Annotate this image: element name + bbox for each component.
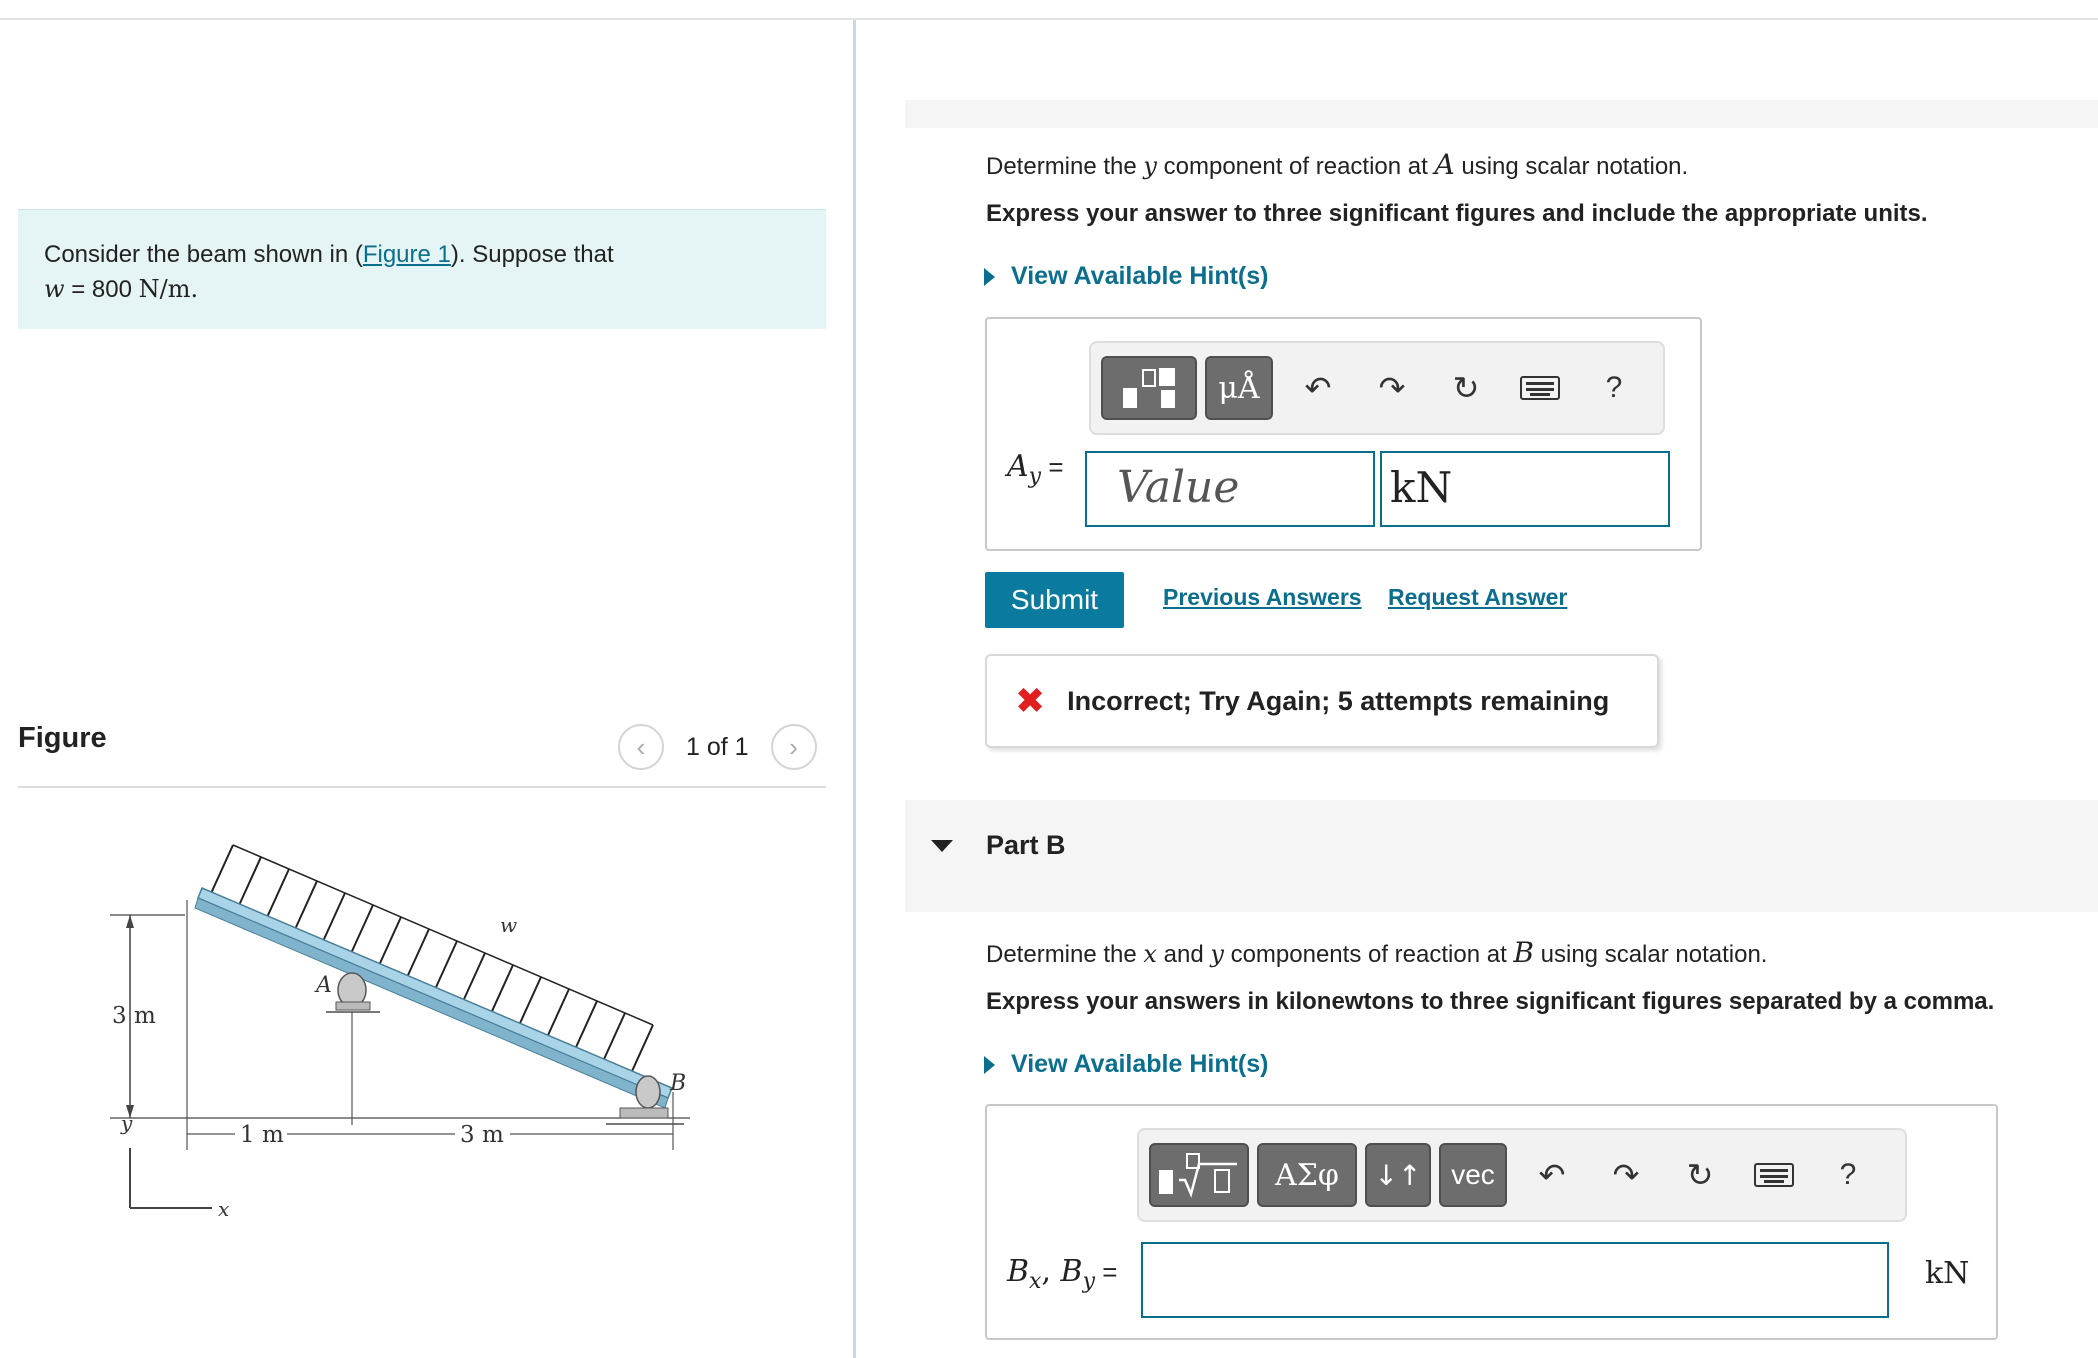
feedback-message [985,654,1659,748]
qa-text-2: component of reaction at [1156,153,1435,180]
undo-icon[interactable]: ↶ [1304,370,1332,406]
greek-button[interactable]: ΑΣφ [1257,1143,1357,1207]
caret-right-icon [984,268,995,286]
answer-sub-x: x [1029,1269,1042,1294]
support-b [636,1076,660,1108]
part-b-title: Part B [986,829,1066,860]
answer-var-a: A [1007,449,1029,484]
dim1-label: 1 m [240,1122,284,1148]
qa-var-y: y [1143,152,1157,180]
support-b-base [620,1108,668,1118]
load-label: w [500,913,518,937]
templates-radical-button[interactable] [1149,1143,1249,1207]
height-label: 3 m [112,1003,156,1029]
templates-icon [1121,366,1177,410]
figure-link[interactable]: Figure 1 [362,241,451,268]
qb-text-3: components of reaction at [1223,941,1514,968]
part-a-answer-box [985,317,1702,551]
redo-icon[interactable]: ↷ [1612,1157,1640,1193]
reset-icon[interactable]: ↻ [1686,1157,1714,1193]
part-a-hint-text: View Available Hint(s) [1011,262,1269,290]
part-b-unit-label: kN [1925,1256,1970,1291]
part-a-instruction: Express your answer to three significant figures and include the appropriate units. [986,200,1928,227]
top-divider [0,18,2098,20]
templates-button[interactable] [1101,356,1197,420]
dim2-label: 3 m [460,1122,504,1148]
caret-right-icon [984,1056,995,1074]
answer-equals: = [1041,452,1064,482]
figure-page-indicator: 1 of 1 [686,732,749,761]
w-unit: N/m. [138,275,199,303]
figure-divider [18,786,826,788]
help-icon[interactable]: ? [1605,371,1623,404]
qb-var-b: B [1513,936,1534,969]
axis-x-label: x [218,1197,230,1221]
part-a-question [986,148,1688,181]
part-b-hint-text: View Available Hint(s) [1011,1050,1269,1078]
radical-template-icon [1157,1152,1241,1198]
submit-button[interactable]: Submit [985,572,1124,628]
beam-figure [100,830,740,1310]
w-equals: = 800 [64,276,139,303]
dim-arrow-up [126,915,134,928]
problem-statement [18,209,826,329]
value-placeholder: Value [1117,462,1240,513]
answer-var-b1: B [1007,1254,1030,1289]
answer-equals: = [1095,1257,1118,1287]
part-a-answer-label [1007,449,1064,489]
label-a: A [316,973,332,998]
answer-comma: , [1041,1254,1061,1289]
part-b-toolbar [1137,1128,1907,1222]
part-a-toolbar [1089,341,1665,435]
part-b-header[interactable] [905,800,2098,912]
part-b-answer-box [985,1104,1998,1340]
arrows-button[interactable]: ↓↑ [1365,1143,1431,1207]
chevron-right-icon: › [789,731,798,762]
qa-var-a: A [1434,148,1455,181]
qb-var-y: y [1210,940,1224,968]
qb-text-4: using scalar notation. [1533,941,1768,968]
label-b: B [670,1071,687,1096]
keyboard-icon[interactable] [1513,361,1567,415]
part-a-header-band [905,100,2098,128]
figure-pager [618,723,817,771]
qa-text-1: Determine the [986,153,1144,180]
help-icon[interactable]: ? [1839,1158,1857,1191]
axis-y-label: y [121,1111,133,1135]
part-b-answer-label [1007,1254,1117,1294]
prev-figure-button[interactable] [618,724,664,770]
qa-text-3: using scalar notation. [1454,153,1689,180]
qb-text-1: Determine the [986,941,1144,968]
reset-icon[interactable]: ↻ [1452,370,1480,406]
vec-button[interactable]: vec [1439,1143,1507,1207]
part-b-question [986,936,1767,969]
undo-icon[interactable]: ↶ [1538,1157,1566,1193]
support-a-base [336,1002,370,1010]
load-arrows [208,845,653,1080]
w-symbol: w [44,275,65,303]
qb-text-2: and [1156,941,1211,968]
part-b-hint-link[interactable] [984,1050,1268,1079]
caret-down-icon [931,840,953,852]
redo-icon[interactable]: ↷ [1378,370,1406,406]
part-b-answer-input[interactable] [1141,1242,1889,1318]
units-input[interactable] [1380,451,1670,527]
keyboard-icon[interactable] [1747,1148,1801,1202]
problem-text: Consider the beam shown in ( [44,241,363,268]
value-input[interactable] [1085,451,1375,527]
part-a-hint-link[interactable] [984,262,1268,291]
answer-sub-y: y [1028,464,1042,489]
problem-text-end: ). Suppose that [450,241,614,268]
chevron-left-icon: ‹ [636,731,646,762]
qb-var-x: x [1143,940,1157,968]
answer-sub-y: y [1082,1269,1096,1294]
error-x-icon: ✖ [1015,680,1046,722]
beam [198,888,672,1098]
panel-divider [853,20,856,1358]
units-button[interactable]: μÅ [1205,356,1273,420]
answer-var-b2: B [1060,1254,1083,1289]
previous-answers-link[interactable]: Previous Answers [1163,584,1362,610]
feedback-text: Incorrect; Try Again; 5 attempts remaining [1067,685,1610,716]
request-answer-link[interactable]: Request Answer [1388,584,1568,610]
part-b-instruction: Express your answers in kilonewtons to three significant figures separated by a comma. [986,988,1995,1015]
figure-heading: Figure [18,722,107,754]
next-figure-button[interactable] [771,724,817,770]
units-value: kN [1390,463,1453,512]
